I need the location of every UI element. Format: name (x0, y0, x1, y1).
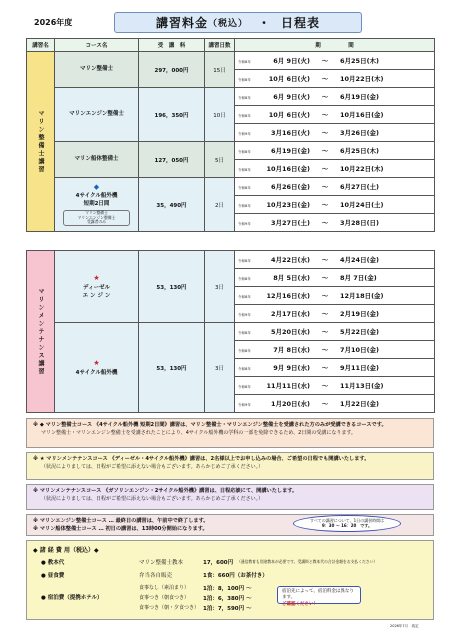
start-date: 11月11日(水) (266, 382, 310, 390)
course-sub-1: マリン整備士 (85, 209, 108, 215)
era-label: 令和8年 (238, 204, 251, 208)
era-label: 令和8年 (238, 331, 251, 335)
start-date: 6月19日(金) (270, 147, 310, 155)
end-date: 3月26日(金) (340, 129, 380, 137)
period-cell (235, 287, 435, 305)
start-date: 10月 6日(火) (268, 111, 310, 119)
revision-date: 2026年7月 改定 (390, 624, 419, 628)
period-cell (235, 214, 435, 232)
course-days: 10日 (205, 88, 235, 142)
range-separator: ～ (321, 400, 329, 408)
note3-line2: （状況によりましては、日程がご希望に添えない場合もございます。あらかじめご了承ください。） (41, 495, 264, 502)
range-separator: ～ (321, 328, 329, 336)
course-name-cell (55, 251, 139, 323)
era-label: 令和9年 (238, 132, 251, 136)
table-row (27, 52, 435, 70)
period-cell (235, 395, 435, 413)
note1-line1: ※ ◆ マリン整備士コース 《4サイクル船外機 短期2日間》講習は、マリン整備士・マリンエンジン整備士を受講された方のみが受講できるコースです。 (33, 422, 387, 428)
hotel-plan-1: 食事なし（素泊まり） (139, 585, 190, 591)
category-marine-mechanic: マリン整備士講習 (27, 52, 55, 232)
range-separator: ～ (321, 93, 329, 101)
era-label: 令和8年 (238, 114, 251, 118)
year-label: 2026年度 (34, 18, 73, 27)
range-separator: ～ (321, 346, 329, 354)
end-date: 12月18日(金) (340, 292, 384, 300)
title-main: 講習料金 (155, 16, 208, 30)
range-separator: ～ (321, 147, 329, 155)
bubble-line1: すべての講習について、1日の講習時間は (309, 518, 385, 523)
end-date: 6月27日(土) (340, 183, 380, 191)
era-label: 令和8年 (238, 349, 251, 353)
hotel-notice-1: 宿泊先によって、宿泊料金は異なります。 (282, 589, 354, 601)
lunch-label: ● 昼食費 (41, 573, 65, 579)
range-separator: ～ (321, 183, 329, 191)
end-date: 6月25日(木) (340, 57, 380, 65)
table-row (27, 323, 435, 341)
era-label: 令和8年 (238, 295, 251, 299)
maintenance-course-table-2 (26, 250, 435, 413)
period-cell (235, 88, 435, 106)
era-label: 令和9年 (238, 313, 251, 317)
period-cell (235, 70, 435, 88)
note-maintenance-gasoline (26, 484, 434, 510)
end-date: 4月24日(金) (340, 256, 380, 264)
era-label: 令和8年 (238, 96, 251, 100)
start-date: 1月20日(水) (270, 400, 310, 408)
start-date: 5月20日(水) (270, 328, 310, 336)
end-date: 10月22日(木) (340, 165, 384, 173)
period-cell (235, 251, 435, 269)
range-separator: ～ (321, 256, 329, 264)
period-cell (235, 52, 435, 70)
hotel-notice-box (277, 586, 361, 607)
note4-line1: ※ マリンエンジン整備士コース … 最終日の講習は、午前中で終了します。 (33, 518, 209, 524)
range-separator: ～ (321, 274, 329, 282)
header-course: コース名 (55, 39, 139, 52)
era-label: 令和8年 (238, 60, 251, 64)
hotel-plan-2-price: 1泊：6，380円 ～ (203, 596, 252, 602)
end-date: 11月13日(金) (340, 382, 384, 390)
end-date: 5月22日(金) (340, 328, 380, 336)
course-name: 4サイクル船外機 (75, 369, 118, 376)
lunch-price: 1食：660円（お茶付き） (203, 573, 268, 579)
header-category: 講習名 (27, 39, 55, 52)
period-cell (235, 377, 435, 395)
start-date: 7月 8日(水) (273, 346, 310, 354)
end-date: 9月11日(金) (340, 364, 380, 372)
start-date: 8月 5日(水) (273, 274, 310, 282)
course-name-cell (55, 88, 139, 142)
maintenance-course-table (26, 38, 435, 232)
course-days: 15日 (205, 52, 235, 88)
range-separator: ～ (321, 292, 329, 300)
end-date: 2月19日(金) (340, 310, 380, 318)
course-name-cell (55, 142, 139, 178)
range-separator: ～ (321, 57, 329, 65)
textbook-label: ● 教本代 (41, 560, 65, 566)
start-date: 9月 9日(水) (273, 364, 310, 372)
period-cell (235, 323, 435, 341)
era-label: 令和8年 (238, 367, 251, 371)
period-cell (235, 160, 435, 178)
period-cell (235, 196, 435, 214)
star-icon: ★ (93, 359, 100, 368)
start-date: 10月 6日(火) (268, 75, 310, 83)
period-cell (235, 269, 435, 287)
range-separator: ～ (321, 382, 329, 390)
era-label: 令和8年 (238, 259, 251, 263)
end-date: 6月19日(金) (340, 93, 380, 101)
era-label: 令和8年 (238, 385, 251, 389)
era-label: 令和8年 (238, 277, 251, 281)
start-date: 2月17日(水) (270, 310, 310, 318)
course-name: 4サイクル船外機 (75, 193, 118, 200)
end-date: 3月28日(日) (340, 219, 380, 227)
end-date: 10月16日(金) (340, 111, 384, 119)
period-cell (235, 124, 435, 142)
start-date: 6月26日(金) (270, 183, 310, 191)
period-cell (235, 305, 435, 323)
header-fee: 受 講 料 (139, 39, 205, 52)
course-name: エ ン ジ ン (82, 292, 111, 299)
range-separator: ～ (321, 111, 329, 119)
table-row (27, 142, 435, 160)
fee-title: ◆ 諸 経 費 用（税込）◆ (33, 547, 99, 554)
era-label: 令和8年 (238, 78, 251, 82)
course-fee: 35，490円 (139, 178, 205, 232)
header-days: 講習日数 (205, 39, 235, 52)
title-dot: ・ (258, 16, 272, 30)
header-period: 期 間 (235, 39, 435, 52)
course-fee: 297，000円 (139, 52, 205, 88)
course-days: 3日 (205, 251, 235, 323)
hotel-plan-1-price: 1泊：8，100円 ～ (203, 586, 252, 592)
period-cell (235, 178, 435, 196)
era-label: 令和9年 (238, 222, 251, 226)
course-fee: 127，050円 (139, 142, 205, 178)
note-maintenance-diesel (26, 452, 434, 480)
era-label: 令和8年 (238, 168, 251, 172)
note4-line2: ※ マリン船体整備士コース … 初日の講習は、13時00分開始になります。 (33, 525, 208, 532)
end-date: 7月10日(金) (340, 346, 380, 354)
course-name-cell (55, 178, 139, 232)
start-date: 4月22日(水) (270, 256, 310, 264)
end-date: 10月22日(木) (340, 75, 384, 83)
hotel-plan-2: 食事つき（朝食つき） (139, 595, 190, 601)
page-title (114, 12, 362, 33)
hotel-notice-2: ご確認ください！ (282, 601, 318, 607)
course-name: ディーゼル (83, 284, 110, 291)
period-cell (235, 341, 435, 359)
note2-line1: ※ ★ マリンメンテナンスコース 《ディーゼル・4サイクル船外機》講習は、2名様以上でお申し込みの場合、ご希望の日程でも開講いたします。 (33, 456, 370, 462)
start-date: 3月16日(火) (270, 129, 310, 137)
title-schedule: 日程表 (281, 16, 321, 30)
range-separator: ～ (321, 201, 329, 209)
course-fee: 196，350円 (139, 88, 205, 142)
course-days: 2日 (205, 178, 235, 232)
table-row (27, 178, 435, 196)
start-date: 6月 9日(火) (273, 93, 310, 101)
category-marine-maintenance: マリンメンテナンス講習 (27, 251, 55, 413)
course-name-cell (55, 52, 139, 88)
start-date: 12月16日(水) (266, 292, 310, 300)
textbook-note: （通信教育も別途教本が必要です。受講料と教本代の合計金額をお支払ください） (237, 559, 378, 564)
note2-line2: （状況によりましては、日程がご希望に添えない場合もございます。あらかじめご了承ください。） (41, 463, 264, 470)
range-separator: ～ (321, 75, 329, 83)
end-date: 10月24日(土) (340, 201, 384, 209)
course-days: 5日 (205, 142, 235, 178)
hotel-label: ● 宿泊費（提携ホテル） (41, 595, 103, 601)
end-date: 8月 7日(金) (340, 274, 377, 282)
table-row (27, 88, 435, 106)
era-label: 令和9年 (238, 403, 251, 407)
lunch-name: 弁当各自販売 (139, 573, 173, 579)
hotel-plan-3-price: 1泊：7，590円 ～ (203, 606, 252, 612)
expenses-section (26, 540, 434, 620)
course-name: マリン整備士 (79, 66, 113, 73)
start-date: 10月16日(金) (266, 165, 310, 173)
course-sub-2: マリンエンジン整備士 (77, 214, 116, 220)
star-icon: ★ (93, 274, 100, 282)
course-fee: 53，130円 (139, 323, 205, 413)
end-date: 6月25日(木) (340, 147, 380, 155)
hours-bubble (293, 515, 401, 532)
range-separator: ～ (321, 165, 329, 173)
course-sub-3: 受講者のみ (87, 219, 106, 225)
table-row (27, 251, 435, 269)
end-date: 1月22日(金) (340, 400, 380, 408)
textbook-name: マリン整備士教本 (139, 560, 184, 566)
note-short-course (26, 418, 434, 448)
start-date: 3月27日(土) (270, 219, 310, 227)
title-tax: （税込） (207, 19, 248, 29)
range-separator: ～ (321, 364, 329, 372)
era-label: 令和8年 (238, 186, 251, 190)
note1-line2: マリン整備士・マリンエンジン整備士を受講されたことにより、4サイクル船外機の学科の一部を免除できるため、2日間の受講になります。 (41, 429, 356, 436)
hotel-plan-3: 食事つき（朝・夕食つき） (139, 605, 200, 611)
course-name: マリン船体整備士 (74, 156, 119, 163)
course-name: マリンエンジン整備士 (69, 111, 124, 118)
diamond-icon: ◆ (93, 182, 100, 191)
era-label: 令和8年 (238, 150, 251, 154)
note3-line1: ※ マリンメンテナンスコース 《ガソリンエンジン・2サイクル船外機》講習は、日程応談にて、開講いたします。 (33, 488, 298, 494)
course-name-cell (55, 323, 139, 413)
range-separator: ～ (321, 129, 329, 137)
period-cell (235, 142, 435, 160)
course-name: 短期2日間 (83, 201, 110, 208)
bubble-line2: 9：30 ～ 16：20 です。 (322, 523, 372, 528)
start-date: 10月23日(金) (266, 201, 310, 209)
start-date: 6月 9日(火) (273, 57, 310, 65)
range-separator: ～ (321, 310, 329, 318)
range-separator: ～ (321, 219, 329, 227)
course-fee: 53，130円 (139, 251, 205, 323)
period-cell (235, 359, 435, 377)
period-cell (235, 106, 435, 124)
course-days: 3日 (205, 323, 235, 413)
textbook-price: 17，600円 (203, 560, 234, 566)
